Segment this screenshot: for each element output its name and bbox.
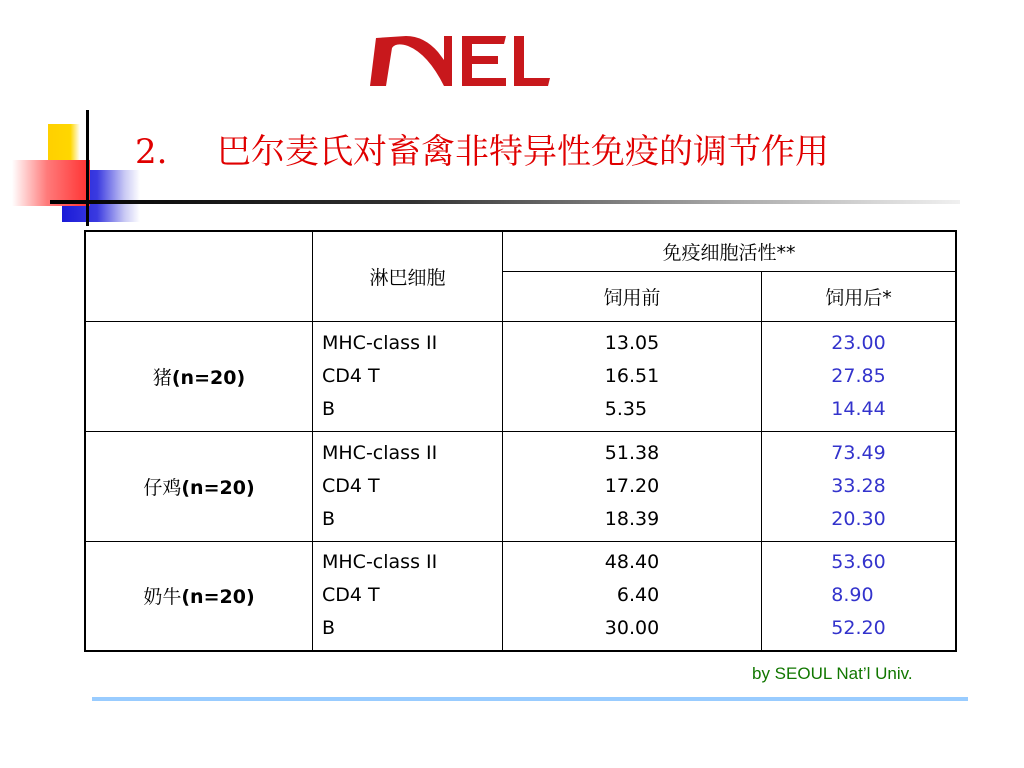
cell-type: B: [322, 397, 336, 420]
nel-logo-l: [514, 36, 550, 86]
before-value: 17.20: [604, 474, 660, 497]
cell-type: MHC-class II: [322, 441, 438, 464]
header-before: 饲用前: [503, 271, 762, 321]
before-value: 5.35: [604, 397, 648, 420]
before-cell: [503, 321, 762, 431]
before-value: 51.38: [604, 441, 660, 464]
title-number: 2.: [135, 132, 168, 172]
header-empty-cell: [85, 231, 313, 321]
animal-cell: [85, 541, 313, 651]
table-header-row: [85, 231, 956, 271]
table-row: [85, 321, 956, 431]
before-value: 48.40: [604, 551, 660, 574]
cell-type: B: [322, 617, 336, 640]
after-value: 73.49: [831, 441, 886, 464]
sample-size: (n=20): [181, 586, 255, 609]
title-text: 巴尔麦氏对畜禽非特异性免疫的调节作用: [217, 132, 829, 172]
before-cell: [503, 541, 762, 651]
after-value: 23.00: [831, 331, 886, 354]
credit-text: by SEOUL Nat’l Univ.: [752, 664, 913, 683]
footer-line: [92, 697, 968, 701]
before-cell: [503, 431, 762, 541]
after-value: 20.30: [831, 507, 886, 530]
animal-name: 奶牛: [143, 586, 182, 609]
animal-cell: [85, 321, 313, 431]
animal-name: 猪: [152, 366, 172, 389]
nel-logo-n: [370, 36, 452, 86]
cell-type: CD4 T: [322, 364, 380, 387]
title-underline: [50, 200, 960, 204]
decor-vertical-line: [86, 110, 89, 226]
nel-logo: [366, 28, 552, 94]
before-value: 18.39: [604, 507, 660, 530]
cells-cell: [313, 431, 503, 541]
before-value: 13.05: [604, 331, 660, 354]
after-cell: [762, 431, 957, 541]
data-table: [84, 230, 957, 652]
after-value: 52.20: [831, 617, 886, 640]
before-value: 6.40: [616, 584, 660, 607]
slide-title: [135, 124, 829, 173]
cells-cell: [313, 541, 503, 651]
after-value: 33.28: [831, 474, 886, 497]
header-activity: 免疫细胞活性**: [503, 231, 957, 271]
cell-type: CD4 T: [322, 474, 380, 497]
cells-cell: [313, 321, 503, 431]
table-row: [85, 541, 956, 651]
before-value: 16.51: [604, 364, 660, 387]
animal-name: 仔鸡: [143, 476, 182, 499]
after-value: 8.90: [831, 584, 874, 607]
after-value: 53.60: [831, 551, 886, 574]
sample-size: (n=20): [181, 476, 255, 499]
animal-cell: [85, 431, 313, 541]
cell-type: MHC-class II: [322, 551, 438, 574]
after-cell: [762, 321, 957, 431]
header-after: 饲用后*: [762, 271, 957, 321]
after-cell: [762, 541, 957, 651]
cell-type: CD4 T: [322, 584, 380, 607]
nel-logo-e: [462, 36, 506, 86]
after-value: 27.85: [831, 364, 886, 387]
table-row: [85, 431, 956, 541]
sample-size: (n=20): [171, 366, 246, 389]
header-cells: 淋巴细胞: [313, 231, 503, 321]
cell-type: B: [322, 507, 336, 530]
after-value: 14.44: [831, 397, 886, 420]
before-value: 30.00: [604, 617, 660, 640]
cell-type: MHC-class II: [322, 331, 438, 354]
